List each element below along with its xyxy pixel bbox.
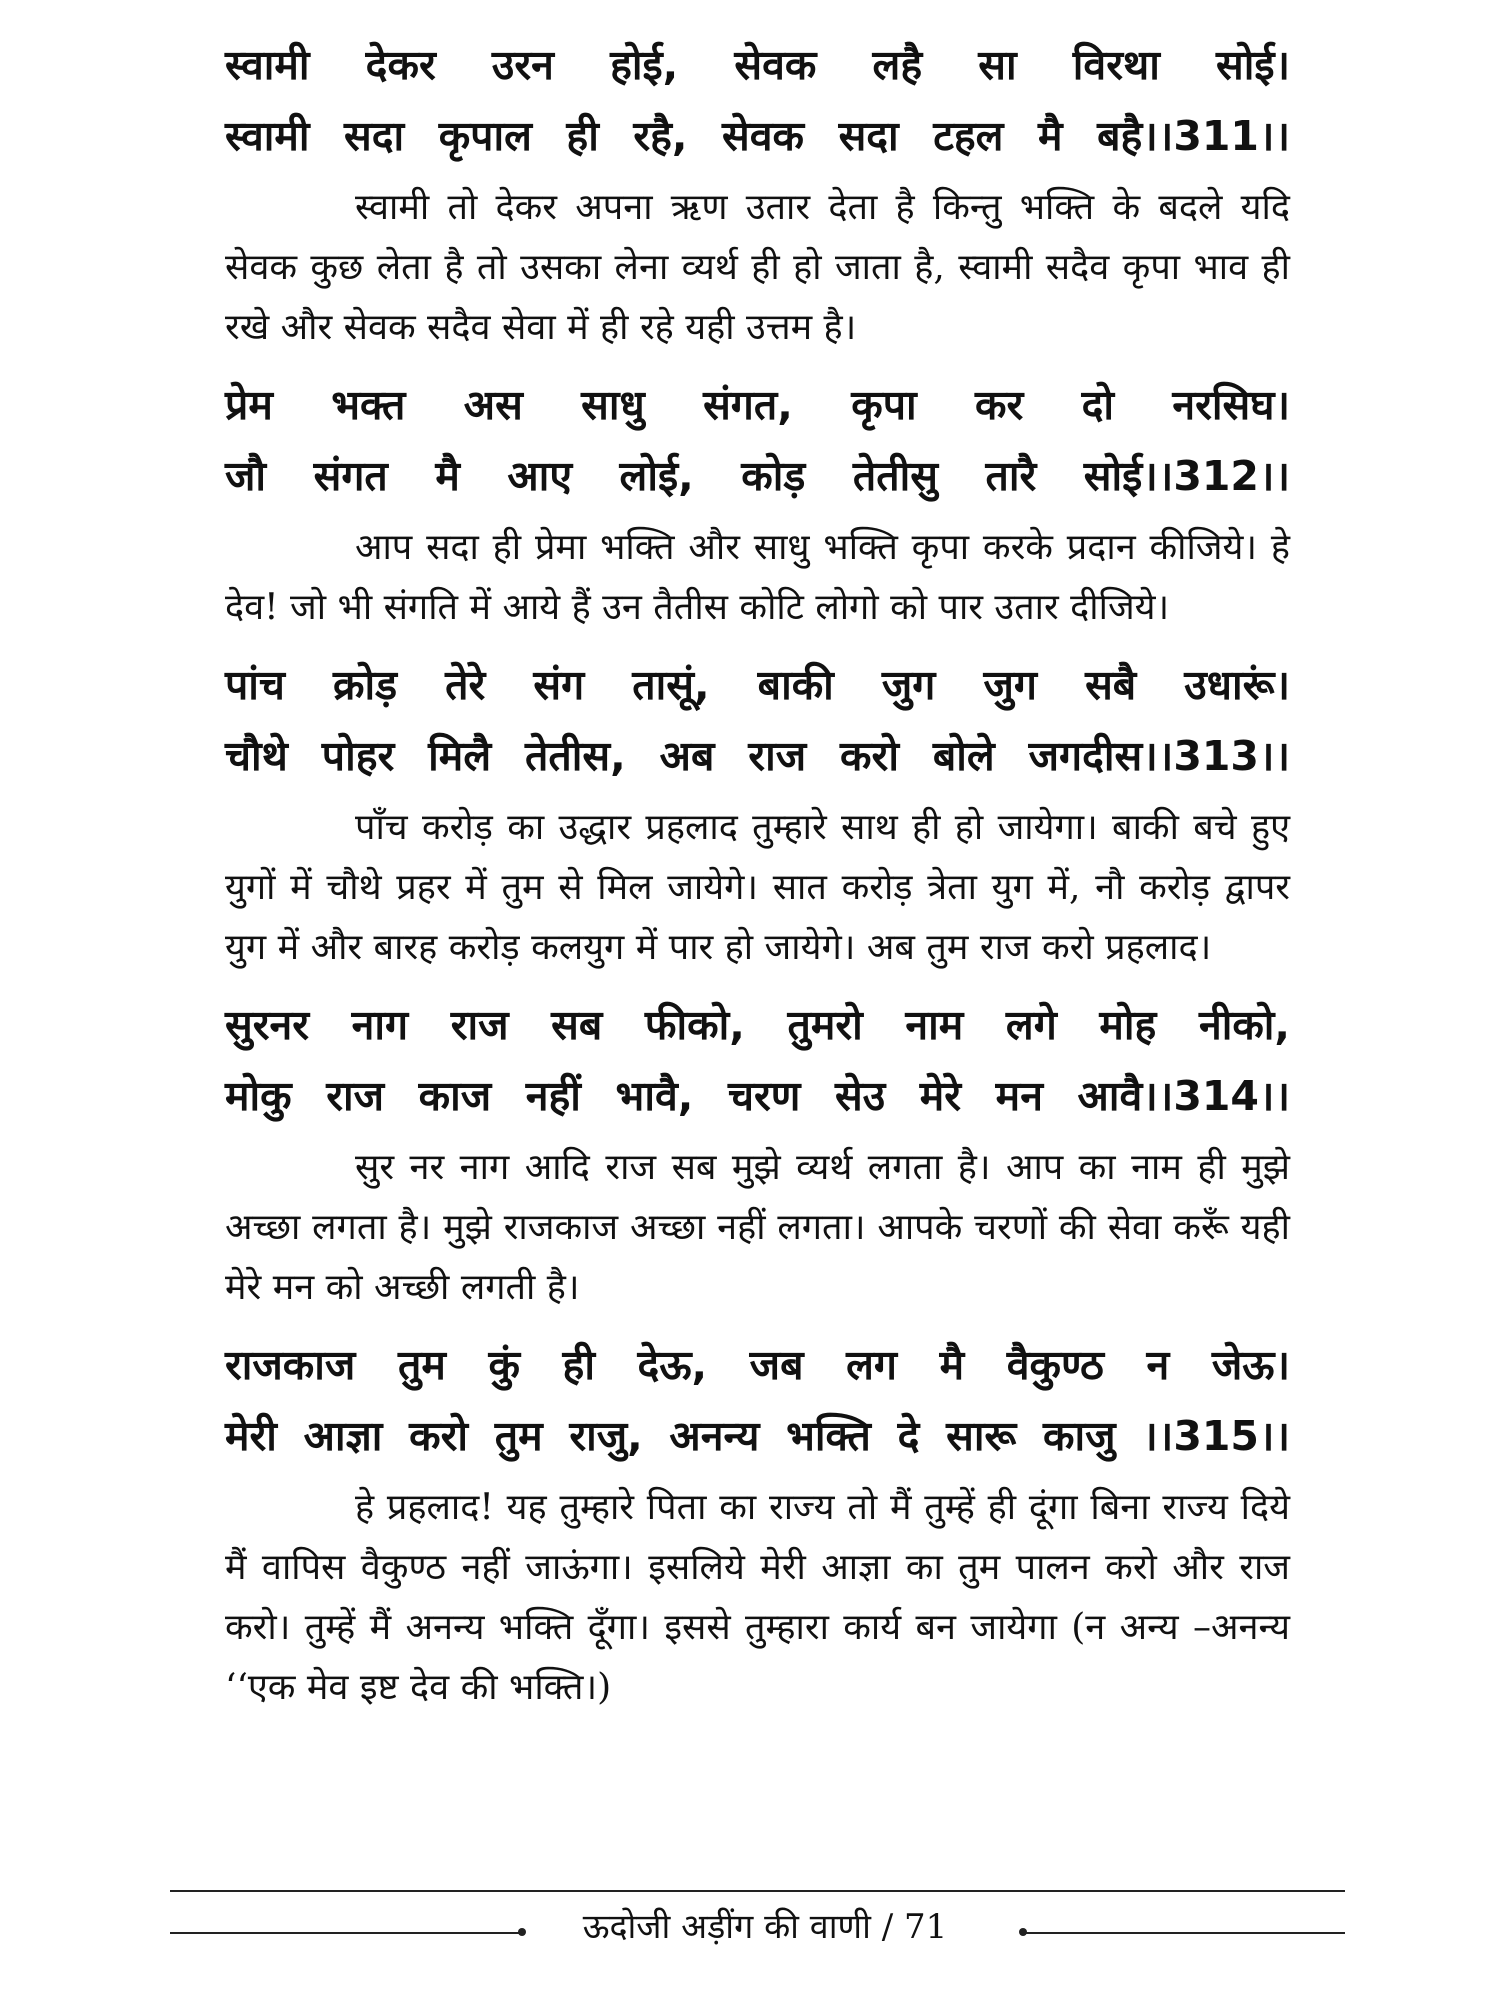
verse-line: स्वामी सदा कृपाल ही रहै, सेवक सदा टहल मै बहै।।311।। <box>225 112 1290 160</box>
verse-line: राजकाज तुम कुं ही देऊ, जब लग मै वैकुण्ठ न जेऊ। <box>225 1341 1290 1389</box>
verse-314 <box>225 990 1290 1132</box>
footer-title-page-number: ऊदोजी अड़ींग की वाणी / 71 <box>582 1907 948 1947</box>
verse-line: मोकु राज काज नहीं भावै, चरण सेउ मेरे मन आवै।।314।। <box>225 1072 1290 1120</box>
meaning-314: सुर नर नाग आदि राज सब मुझे व्यर्थ लगता है। आप का नाम ही मुझे अच्छा लगता है। मुझे राजकाज अच्छा नहीं लगता। आपके चरणों की सेवा करूँ यही मेरे मन को अच्छी लगती है। <box>225 1147 1290 1308</box>
verse-block-313 <box>225 650 1290 978</box>
verse-line: पांच क्रोड़ तेरे संग तासूं, बाकी जुग जुग सबै उधारूं। <box>225 661 1290 709</box>
verse-311 <box>225 30 1290 172</box>
verse-line: प्रेम भक्त अस साधु संगत, कृपा कर दो नरसिघ। <box>225 381 1290 429</box>
verse-line: स्वामी देकर उरन होई, सेवक लहै सा विरथा सोई। <box>225 41 1290 89</box>
verse-313 <box>225 650 1290 792</box>
verse-line: सुरनर नाग राज सब फीको, तुमरो नाम लगे मोह नीको, <box>225 1001 1290 1049</box>
meaning-315: हे प्रहलाद! यह तुम्हारे पिता का राज्य तो मैं तुम्हें ही दूंगा बिना राज्य दिये मैं वापिस वैकुण्ठ नहीं जाऊंगा। इसलिये मेरी आज्ञा का तुम पालन करो और राज करो। तुम्हें मैं अनन्य भक्ति दूँगा। इससे तुम्हारा कार्य बन जायेगा (न अन्य –अनन्य ‘‘एक मेव इष्ट देव की भक्ति।) <box>225 1487 1290 1708</box>
meaning-311: स्वामी तो देकर अपना ऋण उतार देता है किन्तु भक्ति के बदले यदि सेवक कुछ लेता है तो उसका लेना व्यर्थ ही हो जाता है, स्वामी सदैव कृपा भाव ही रखे और सेवक सदैव सेवा में ही रहे यही उत्तम है। <box>225 187 1290 348</box>
verse-block-314 <box>225 990 1290 1318</box>
footer-ornament-line-right <box>1025 1932 1345 1934</box>
footer-ornament-line-left <box>170 1932 520 1934</box>
meaning-313: पाँच करोड़ का उद्धार प्रहलाद तुम्हारे साथ ही हो जायेगा। बाकी बचे हुए युगों में चौथे प्रहर में तुम से मिल जायेगे। सात करोड़ त्रेता युग में, नौ करोड़ द्वापर युग में और बारह करोड़ कलयुग में पार हो जायेगे। अब तुम राज करो प्रहलाद। <box>225 807 1290 968</box>
page-content <box>225 30 1290 1718</box>
page-footer <box>170 1890 1345 1950</box>
verse-line: मेरी आज्ञा करो तुम राजु, अनन्य भक्ति दे सारू काजु ।।315।। <box>225 1412 1290 1460</box>
verse-line: जौ संगत मै आए लोई, कोड़ तेतीसु तारै सोई।।312।। <box>225 452 1290 500</box>
footer-ornament-dot-left <box>518 1928 526 1936</box>
verse-block-312 <box>225 370 1290 638</box>
verse-block-315 <box>225 1330 1290 1718</box>
verse-315 <box>225 1330 1290 1472</box>
meaning-312: आप सदा ही प्रेमा भक्ति और साधु भक्ति कृपा करके प्रदान कीजिये। हे देव! जो भी संगति में आये हैं उन तैतीस कोटि लोगो को पार उतार दीजिये। <box>225 527 1290 628</box>
verse-line: चौथे पोहर मिलै तेतीस, अब राज करो बोले जगदीस।।313।। <box>225 732 1290 780</box>
verse-312 <box>225 370 1290 512</box>
footer-divider <box>170 1890 1345 1892</box>
verse-block-311 <box>225 30 1290 358</box>
